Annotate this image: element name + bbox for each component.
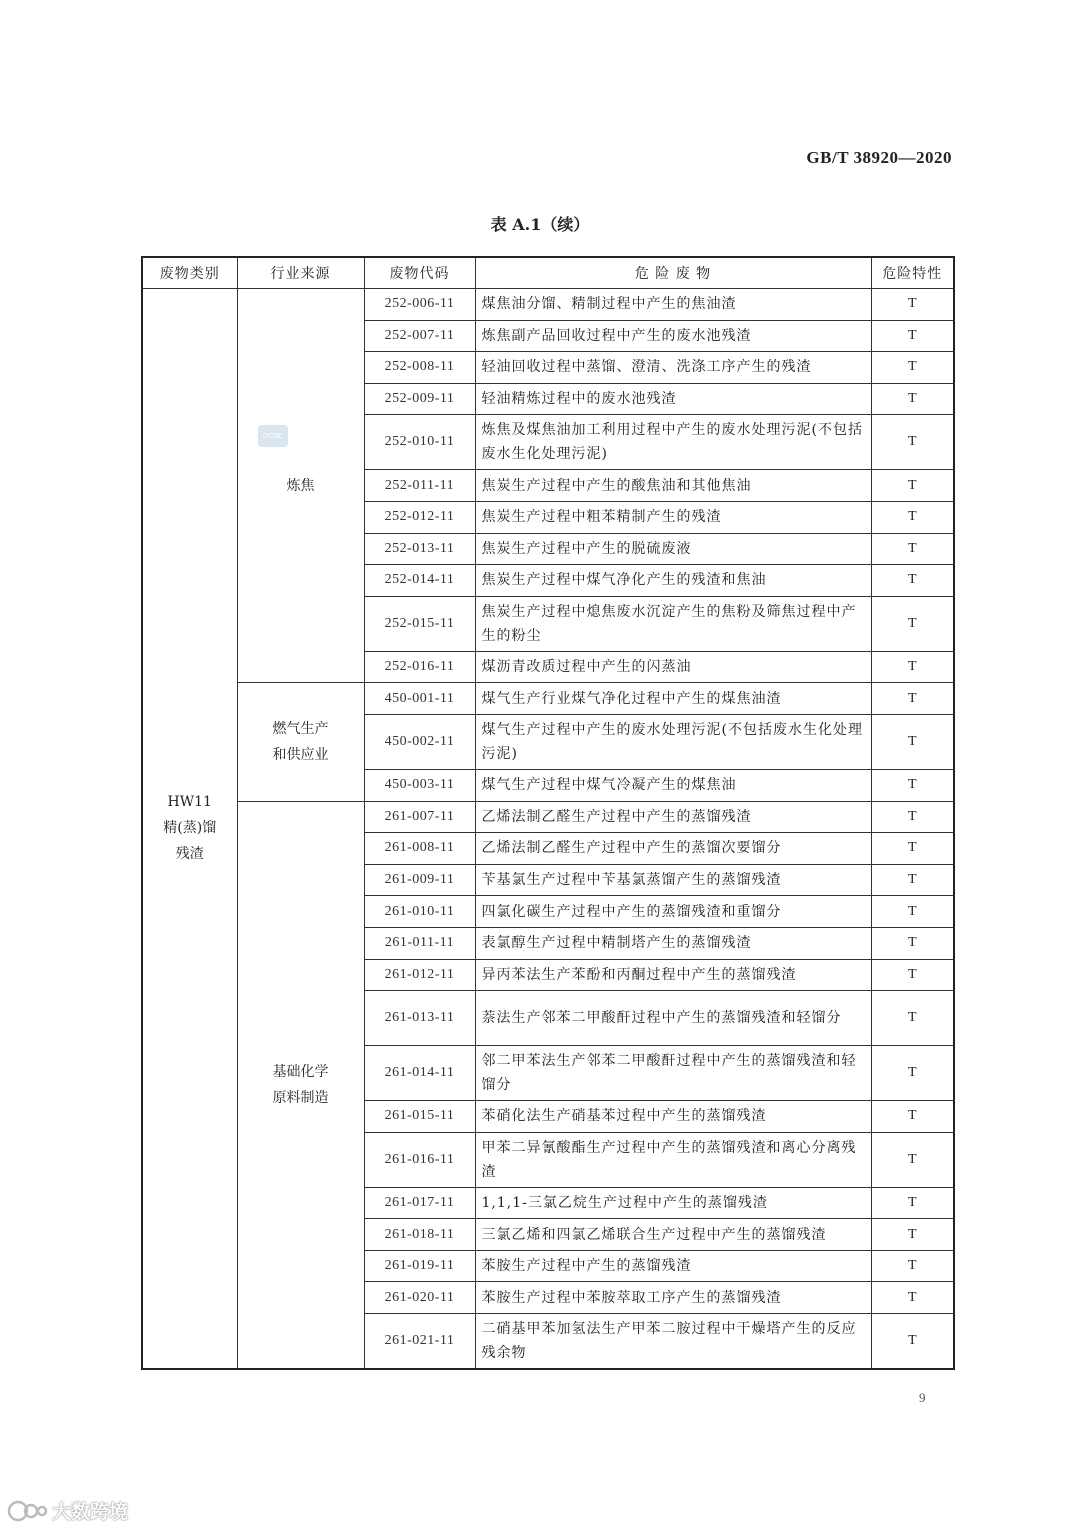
hazard-characteristic: T — [871, 470, 954, 502]
watermark-bottom — [6, 1497, 128, 1524]
hazard-characteristic: T — [871, 714, 954, 769]
waste-code: 261-016-11 — [364, 1132, 475, 1187]
industry-line: 燃气生产 — [272, 720, 329, 737]
waste-code: 261-014-11 — [364, 1046, 475, 1101]
waste-description: 煤焦油分馏、精制过程中产生的焦油渣 — [475, 289, 871, 321]
watermark-text: 大数跨境 — [52, 1501, 129, 1523]
waste-code: 261-015-11 — [364, 1101, 475, 1133]
waste-code: 261-013-11 — [364, 991, 475, 1046]
hazard-characteristic: T — [871, 769, 954, 801]
table-row — [142, 801, 954, 833]
hazard-characteristic: T — [871, 683, 954, 715]
waste-code: 252-013-11 — [364, 533, 475, 565]
waste-description: 轻油精炼过程中的废水池残渣 — [475, 383, 871, 415]
hazard-characteristic: T — [871, 1101, 954, 1133]
waste-code: 261-011-11 — [364, 927, 475, 959]
waste-code: 252-006-11 — [364, 289, 475, 321]
hazard-characteristic: T — [871, 596, 954, 651]
waste-description: 焦炭生产过程中产生的酸焦油和其他焦油 — [475, 470, 871, 502]
waste-code: 252-014-11 — [364, 565, 475, 597]
waste-description: 表氯醇生产过程中精制塔产生的蒸馏残渣 — [475, 927, 871, 959]
waste-description: 三氯乙烯和四氯乙烯联合生产过程中产生的蒸馏残渣 — [475, 1219, 871, 1251]
hazard-characteristic: T — [871, 651, 954, 683]
category-cell — [142, 289, 237, 1369]
waste-code: 450-002-11 — [364, 714, 475, 769]
hazard-characteristic: T — [871, 864, 954, 896]
industry-line: 原料制造 — [272, 1089, 329, 1106]
hazard-characteristic: T — [871, 320, 954, 352]
industry-line: 和供应业 — [272, 746, 329, 763]
watermark-logo-icon — [6, 1498, 48, 1524]
waste-description: 乙烯法制乙醛生产过程中产生的蒸馏残渣 — [475, 801, 871, 833]
hazard-characteristic: T — [871, 896, 954, 928]
waste-code: 450-001-11 — [364, 683, 475, 715]
industry-cell-gas-supply — [237, 683, 364, 801]
waste-description: 煤气生产行业煤气净化过程中产生的煤焦油渣 — [475, 683, 871, 715]
waste-code: 261-018-11 — [364, 1219, 475, 1251]
page-number: 9 — [919, 1390, 926, 1405]
waste-code: 252-012-11 — [364, 501, 475, 533]
watermark-small: DCNC — [258, 425, 288, 447]
hazard-characteristic: T — [871, 1046, 954, 1101]
waste-code: 252-009-11 — [364, 383, 475, 415]
hazardous-waste-table — [141, 256, 955, 1370]
hazard-characteristic: T — [871, 565, 954, 597]
waste-code: 252-016-11 — [364, 651, 475, 683]
industry-line: 炼焦 — [286, 477, 315, 494]
waste-code: 261-007-11 — [364, 801, 475, 833]
waste-code: 261-020-11 — [364, 1282, 475, 1314]
hazard-characteristic: T — [871, 1282, 954, 1314]
col-header-code: 废物代码 — [364, 257, 475, 289]
hazard-characteristic: T — [871, 383, 954, 415]
waste-description: 乙烯法制乙醛生产过程中产生的蒸馏次要馏分 — [475, 833, 871, 865]
waste-description: 焦炭生产过程中熄焦废水沉淀产生的焦粉及筛焦过程中产生的粉尘 — [475, 596, 871, 651]
waste-description: 炼焦及煤焦油加工利用过程中产生的废水处理污泥(不包括废水生化处理污泥) — [475, 415, 871, 470]
waste-code: 252-011-11 — [364, 470, 475, 502]
waste-description: 苄基氯生产过程中苄基氯蒸馏产生的蒸馏残渣 — [475, 864, 871, 896]
hazard-characteristic: T — [871, 533, 954, 565]
waste-description: 四氯化碳生产过程中产生的蒸馏残渣和重馏分 — [475, 896, 871, 928]
waste-description: 邻二甲苯法生产邻苯二甲酸酐过程中产生的蒸馏残渣和轻馏分 — [475, 1046, 871, 1101]
hazard-characteristic: T — [871, 959, 954, 991]
waste-description: 苯胺生产过程中苯胺萃取工序产生的蒸馏残渣 — [475, 1282, 871, 1314]
category-line: 残渣 — [175, 846, 204, 863]
waste-code: 261-017-11 — [364, 1187, 475, 1219]
col-header-waste: 危 险 废 物 — [475, 257, 871, 289]
waste-code: 261-008-11 — [364, 833, 475, 865]
waste-description: 焦炭生产过程中粗苯精制产生的残渣 — [475, 501, 871, 533]
hazard-characteristic: T — [871, 991, 954, 1046]
hazard-characteristic: T — [871, 1250, 954, 1282]
waste-code: 261-009-11 — [364, 864, 475, 896]
waste-code: 252-008-11 — [364, 352, 475, 384]
waste-description: 炼焦副产品回收过程中产生的废水池残渣 — [475, 320, 871, 352]
waste-description: 轻油回收过程中蒸馏、澄清、洗涤工序产生的残渣 — [475, 352, 871, 384]
hazard-characteristic: T — [871, 833, 954, 865]
table-row — [142, 289, 954, 321]
hazard-characteristic: T — [871, 1132, 954, 1187]
waste-description: 1,1,1-三氯乙烷生产过程中产生的蒸馏残渣 — [475, 1187, 871, 1219]
hazard-characteristic: T — [871, 501, 954, 533]
waste-description: 煤气生产过程中产生的废水处理污泥(不包括废水生化处理污泥) — [475, 714, 871, 769]
waste-code: 261-019-11 — [364, 1250, 475, 1282]
waste-code: 261-021-11 — [364, 1314, 475, 1369]
hazard-characteristic: T — [871, 1219, 954, 1251]
hazard-characteristic: T — [871, 415, 954, 470]
category-line: HW11 — [167, 794, 212, 811]
standard-code: GB/T 38920—2020 — [806, 148, 952, 167]
col-header-industry: 行业来源 — [237, 257, 364, 289]
table-row — [142, 683, 954, 715]
hazard-characteristic: T — [871, 927, 954, 959]
waste-code: 450-003-11 — [364, 769, 475, 801]
waste-description: 异丙苯法生产苯酚和丙酮过程中产生的蒸馏残渣 — [475, 959, 871, 991]
waste-code: 252-010-11 — [364, 415, 475, 470]
hazard-characteristic: T — [871, 352, 954, 384]
industry-line: 基础化学 — [272, 1063, 329, 1080]
waste-description: 焦炭生产过程中煤气净化产生的残渣和焦油 — [475, 565, 871, 597]
waste-description: 甲苯二异氰酸酯生产过程中产生的蒸馏残渣和离心分离残渣 — [475, 1132, 871, 1187]
waste-code: 261-010-11 — [364, 896, 475, 928]
waste-description: 焦炭生产过程中产生的脱硫废液 — [475, 533, 871, 565]
industry-cell-basic-chemical — [237, 801, 364, 1369]
waste-description: 煤气生产过程中煤气冷凝产生的煤焦油 — [475, 769, 871, 801]
waste-code: 252-007-11 — [364, 320, 475, 352]
waste-description: 苯胺生产过程中产生的蒸馏残渣 — [475, 1250, 871, 1282]
col-header-category: 废物类别 — [142, 257, 237, 289]
waste-code: 261-012-11 — [364, 959, 475, 991]
industry-cell-coking — [237, 289, 364, 683]
col-header-characteristic: 危险特性 — [871, 257, 954, 289]
hazard-characteristic: T — [871, 1314, 954, 1369]
waste-description: 二硝基甲苯加氢法生产甲苯二胺过程中干燥塔产生的反应残余物 — [475, 1314, 871, 1369]
waste-description: 苯硝化法生产硝基苯过程中产生的蒸馏残渣 — [475, 1101, 871, 1133]
hazard-characteristic: T — [871, 1187, 954, 1219]
hazard-characteristic: T — [871, 289, 954, 321]
category-line: 精(蒸)馏 — [163, 820, 217, 837]
waste-description: 萘法生产邻苯二甲酸酐过程中产生的蒸馏残渣和轻馏分 — [475, 991, 871, 1046]
waste-code: 252-015-11 — [364, 596, 475, 651]
table-header-row — [142, 257, 954, 289]
hazard-characteristic: T — [871, 801, 954, 833]
waste-description: 煤沥青改质过程中产生的闪蒸油 — [475, 651, 871, 683]
table-title: 表 A.1（续） — [490, 215, 590, 234]
